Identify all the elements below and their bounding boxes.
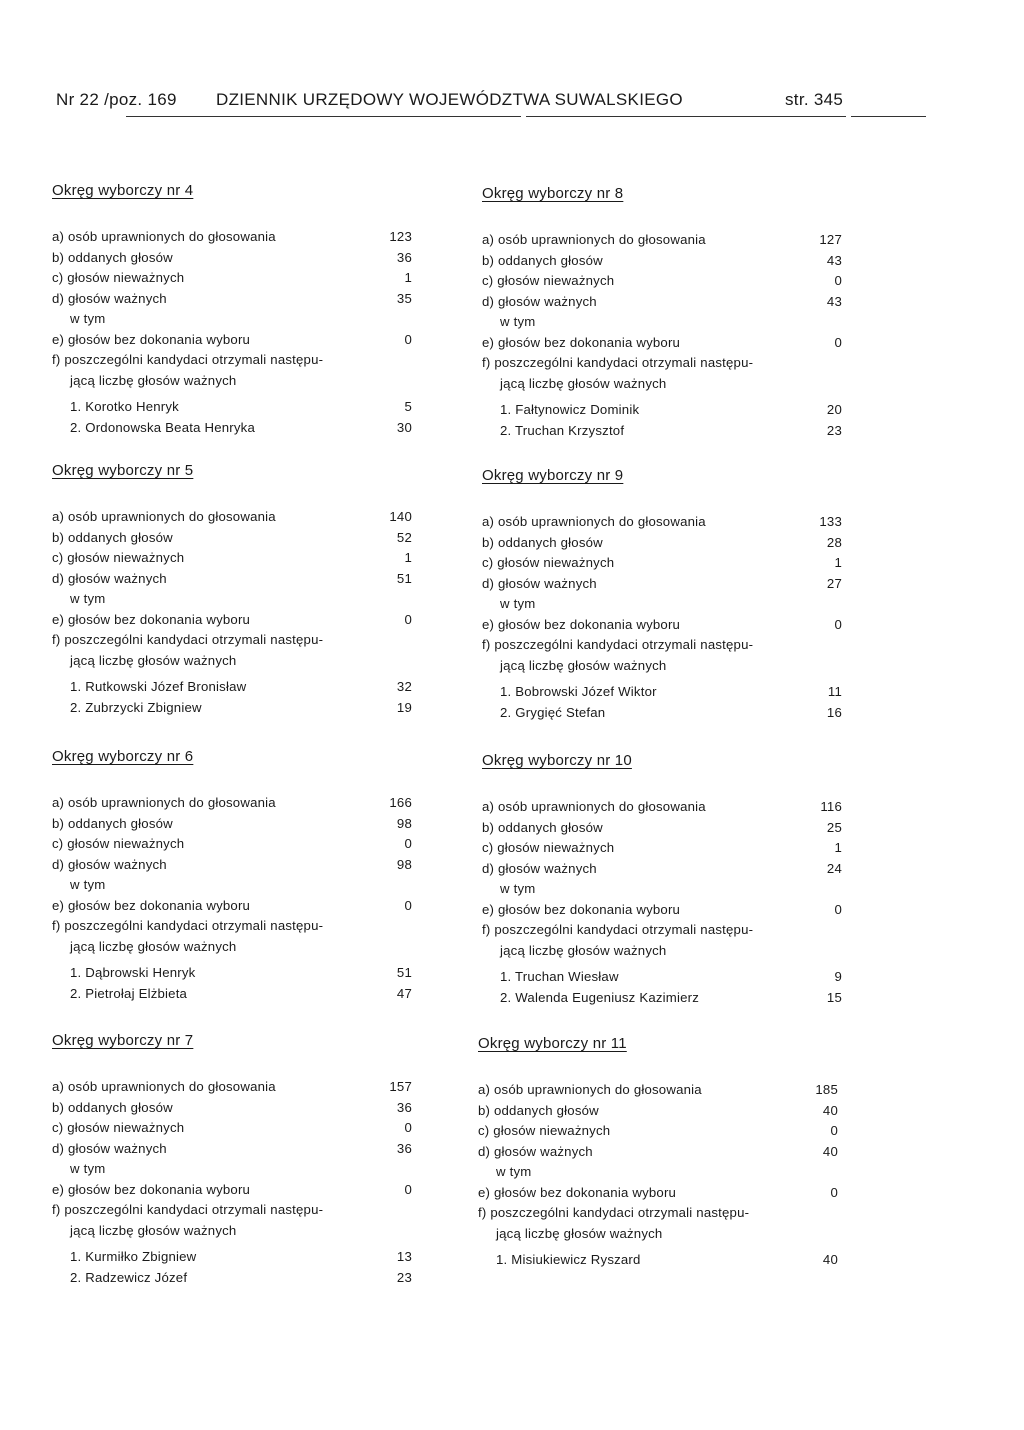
candidate-name: 2. Truchan Krzysztof (500, 422, 625, 438)
stat-label: w tym (496, 1164, 532, 1179)
stat-value: 0 (404, 1181, 412, 1197)
stat-value: 157 (389, 1079, 412, 1094)
stat-row (52, 507, 412, 528)
stat-row (482, 900, 842, 921)
stat-row (482, 374, 842, 395)
stat-row (52, 528, 412, 549)
stat-value: 43 (826, 252, 842, 268)
stat-label: c) głosów nieważnych (52, 836, 185, 851)
candidate-votes: 9 (834, 969, 842, 984)
district-7 (52, 1032, 412, 1288)
stat-label: e) głosów bez dokonania wyboru (482, 616, 681, 632)
candidate-name: 2. Zubrzycki Zbigniew (70, 699, 202, 715)
stat-row (52, 1077, 412, 1098)
stat-row (482, 271, 842, 292)
candidate-votes: 32 (396, 679, 412, 694)
stat-value: 28 (826, 534, 842, 550)
stat-label: e) głosów bez dokonania wyboru (478, 1184, 677, 1200)
stat-row (52, 875, 412, 896)
stat-row (52, 371, 412, 392)
candidate-row (52, 418, 412, 439)
candidate-row (52, 677, 412, 698)
stat-label: e) głosów bez dokonania wyboru (52, 331, 251, 347)
candidate-row (482, 400, 842, 421)
stat-label: w tym (500, 596, 536, 611)
stat-value: 0 (834, 616, 842, 632)
stat-value: 51 (396, 570, 412, 586)
candidate-votes: 51 (396, 965, 412, 980)
stat-value: 0 (404, 836, 412, 851)
stat-value: 0 (404, 1120, 412, 1135)
candidate-votes: 30 (396, 419, 412, 435)
stat-label: jącą liczbę głosów ważnych (500, 657, 667, 673)
stat-value: 1 (404, 270, 412, 285)
candidate-row (482, 682, 842, 703)
stat-value: 0 (404, 331, 412, 347)
stat-label: w tym (500, 881, 536, 896)
stat-label: f) poszczególni kandydaci otrzymali następu- (52, 352, 324, 367)
stat-row (482, 797, 842, 818)
stat-label: a) osób uprawnionych do głosowania (478, 1082, 702, 1097)
stat-label: e) głosów bez dokonania wyboru (52, 611, 251, 627)
stat-row (482, 533, 842, 554)
stat-row (482, 920, 842, 941)
stat-row (482, 292, 842, 313)
stat-label: e) głosów bez dokonania wyboru (482, 901, 681, 917)
candidate-row (482, 703, 842, 724)
stat-label: w tym (70, 311, 106, 326)
stat-value: 127 (819, 232, 842, 247)
stat-row (478, 1162, 838, 1183)
candidate-votes: 19 (396, 699, 412, 715)
district-title: Okręg wyborczy nr 8 (482, 185, 624, 202)
stat-row (52, 350, 412, 371)
candidate-row (52, 1268, 412, 1289)
issue-number: Nr 22 /poz. 169 (56, 90, 177, 109)
stat-label: e) głosów bez dokonania wyboru (52, 897, 251, 913)
stat-label: c) głosów nieważnych (482, 840, 615, 855)
candidate-votes: 16 (826, 704, 842, 720)
header-rule (126, 116, 521, 117)
candidate-row (52, 1247, 412, 1268)
stat-label: b) oddanych głosów (482, 252, 603, 268)
stat-label: a) osób uprawnionych do głosowania (482, 514, 706, 529)
stat-label: b) oddanych głosów (478, 1102, 599, 1118)
stat-value: 0 (404, 897, 412, 913)
stat-value: 1 (404, 550, 412, 565)
stat-value: 36 (396, 249, 412, 265)
stat-label: f) poszczególni kandydaci otrzymali następu- (482, 355, 754, 370)
candidate-name: 1. Korotko Henryk (70, 399, 179, 414)
stat-row (52, 1159, 412, 1180)
candidate-row (52, 963, 412, 984)
stat-value: 1 (834, 555, 842, 570)
stat-value: 40 (822, 1102, 838, 1118)
stat-label: jącą liczbę głosów ważnych (500, 375, 667, 391)
stat-value: 52 (396, 529, 412, 545)
stat-label: w tym (500, 314, 536, 329)
header-rule (526, 116, 846, 117)
page-header (56, 90, 956, 120)
candidate-votes: 23 (396, 1269, 412, 1285)
stat-row (478, 1101, 838, 1122)
candidate-votes: 11 (827, 684, 842, 699)
stat-label: d) głosów ważnych (482, 293, 597, 309)
stat-row (482, 941, 842, 962)
stat-label: f) poszczególni kandydaci otrzymali następu- (52, 632, 324, 647)
candidate-votes: 5 (404, 399, 412, 414)
candidate-votes: 13 (396, 1249, 412, 1264)
stat-value: 98 (396, 856, 412, 872)
stat-label: f) poszczególni kandydaci otrzymali następu- (52, 1202, 324, 1217)
stat-label: w tym (70, 591, 106, 606)
stat-row (482, 230, 842, 251)
stat-label: jącą liczbę głosów ważnych (70, 372, 237, 388)
stat-row (52, 793, 412, 814)
stat-label: jącą liczbę głosów ważnych (496, 1225, 663, 1241)
candidate-name: 1. Fałtynowicz Dominik (500, 402, 640, 417)
district-title: Okręg wyborczy nr 6 (52, 748, 194, 765)
candidate-votes: 47 (396, 985, 412, 1001)
stat-value: 43 (826, 293, 842, 309)
stat-row (482, 656, 842, 677)
stat-label: jącą liczbę głosów ważnych (500, 942, 667, 958)
stat-value: 0 (830, 1123, 838, 1138)
stat-value: 1 (834, 840, 842, 855)
candidate-name: 2. Grygięć Stefan (500, 704, 606, 720)
district-title: Okręg wyborczy nr 9 (482, 467, 624, 484)
stat-value: 123 (389, 229, 412, 244)
stat-value: 35 (396, 290, 412, 306)
stat-row (52, 1200, 412, 1221)
candidate-name: 1. Rutkowski Józef Bronisław (70, 679, 247, 694)
stat-row (482, 553, 842, 574)
candidate-row (482, 421, 842, 442)
stat-label: a) osób uprawnionych do głosowania (52, 1079, 276, 1094)
stat-value: 116 (820, 799, 842, 814)
stat-row (52, 937, 412, 958)
candidate-name: 1. Kurmiłko Zbigniew (70, 1249, 197, 1264)
stat-label: c) głosów nieważnych (52, 1120, 185, 1135)
stat-value: 24 (826, 860, 842, 876)
stat-row (52, 1098, 412, 1119)
stat-row (482, 818, 842, 839)
stat-row (52, 569, 412, 590)
stat-label: d) głosów ważnych (482, 575, 597, 591)
stat-row (482, 879, 842, 900)
stat-label: d) głosów ważnych (478, 1143, 593, 1159)
stat-row (52, 548, 412, 569)
stat-row (482, 333, 842, 354)
stat-value: 0 (830, 1184, 838, 1200)
stat-label: f) poszczególni kandydaci otrzymali następu- (482, 637, 754, 652)
stat-label: c) głosów nieważnych (478, 1123, 611, 1138)
stat-row (52, 289, 412, 310)
candidate-row (482, 988, 842, 1009)
stat-label: a) osób uprawnionych do głosowania (482, 799, 706, 814)
stat-row (482, 251, 842, 272)
stat-label: e) głosów bez dokonania wyboru (52, 1181, 251, 1197)
stat-row (482, 574, 842, 595)
stat-label: f) poszczególni kandydaci otrzymali następu- (482, 922, 754, 937)
stat-label: c) głosów nieważnych (52, 270, 185, 285)
candidate-name: 2. Radzewicz Józef (70, 1269, 188, 1285)
district-10 (482, 752, 842, 1008)
district-title: Okręg wyborczy nr 10 (482, 752, 632, 769)
candidate-name: 2. Ordonowska Beata Henryka (70, 419, 255, 435)
candidate-name: 1. Bobrowski Józef Wiktor (500, 684, 657, 699)
page-number: str. 345 (785, 90, 844, 109)
candidate-row (482, 967, 842, 988)
stat-row (478, 1121, 838, 1142)
candidate-row (52, 397, 412, 418)
stat-row (52, 855, 412, 876)
stat-row (482, 312, 842, 333)
candidate-name: 1. Misiukiewicz Ryszard (496, 1252, 641, 1267)
stat-label: b) oddanych głosów (52, 249, 173, 265)
candidate-name: 2. Pietrołaj Elżbieta (70, 985, 188, 1001)
header-rule (851, 116, 926, 117)
stat-label: c) głosów nieważnych (52, 550, 185, 565)
stat-row (478, 1224, 838, 1245)
district-title: Okręg wyborczy nr 11 (478, 1035, 627, 1052)
stat-row (482, 615, 842, 636)
stat-value: 27 (826, 575, 842, 591)
district-9 (482, 467, 842, 723)
stat-label: a) osób uprawnionych do głosowania (52, 229, 276, 244)
stat-row (52, 916, 412, 937)
stat-row (478, 1183, 838, 1204)
candidate-row (52, 984, 412, 1005)
stat-label: w tym (70, 1161, 106, 1176)
stat-value: 185 (815, 1082, 838, 1097)
stat-row (52, 268, 412, 289)
district-8 (482, 185, 842, 441)
district-title: Okręg wyborczy nr 7 (52, 1032, 194, 1049)
stat-row (482, 635, 842, 656)
stat-row (482, 594, 842, 615)
stat-row (52, 814, 412, 835)
stat-label: b) oddanych głosów (482, 819, 603, 835)
candidate-votes: 15 (826, 989, 842, 1005)
stat-row (482, 859, 842, 880)
stat-value: 98 (396, 815, 412, 831)
candidate-name: 1. Truchan Wiesław (500, 969, 619, 984)
district-4 (52, 182, 412, 438)
stat-value: 0 (834, 273, 842, 288)
district-title: Okręg wyborczy nr 5 (52, 462, 194, 479)
stat-row (482, 512, 842, 533)
stat-row (52, 589, 412, 610)
stat-row (52, 834, 412, 855)
stat-value: 36 (396, 1099, 412, 1115)
stat-value: 40 (822, 1143, 838, 1159)
stat-value: 166 (389, 795, 412, 810)
stat-row (52, 630, 412, 651)
candidate-votes: 23 (826, 422, 842, 438)
district-5 (52, 462, 412, 718)
stat-label: b) oddanych głosów (482, 534, 603, 550)
candidate-name: 1. Dąbrowski Henryk (70, 965, 196, 980)
stat-row (52, 1221, 412, 1242)
stat-label: b) oddanych głosów (52, 1099, 173, 1115)
candidate-name: 2. Walenda Eugeniusz Kazimierz (500, 989, 700, 1005)
stat-label: f) poszczególni kandydaci otrzymali następu- (52, 918, 324, 933)
stat-row (52, 651, 412, 672)
stat-value: 25 (826, 819, 842, 835)
candidate-row (478, 1250, 838, 1271)
stat-label: d) głosów ważnych (52, 1140, 167, 1156)
stat-label: a) osób uprawnionych do głosowania (52, 509, 276, 524)
stat-label: c) głosów nieważnych (482, 273, 615, 288)
stat-label: b) oddanych głosów (52, 529, 173, 545)
stat-value: 0 (404, 611, 412, 627)
stat-row (478, 1142, 838, 1163)
stat-label: d) głosów ważnych (482, 860, 597, 876)
stat-value: 133 (819, 514, 842, 529)
stat-label: w tym (70, 877, 106, 892)
stat-label: f) poszczególni kandydaci otrzymali następu- (478, 1205, 750, 1220)
stat-value: 140 (389, 509, 412, 524)
stat-value: 0 (834, 901, 842, 917)
stat-row (52, 227, 412, 248)
district-6 (52, 748, 412, 1004)
stat-row (52, 1180, 412, 1201)
stat-row (482, 838, 842, 859)
stat-row (52, 896, 412, 917)
candidate-votes: 20 (826, 402, 842, 417)
candidate-row (52, 698, 412, 719)
stat-label: jącą liczbę głosów ważnych (70, 1222, 237, 1238)
stat-label: d) głosów ważnych (52, 570, 167, 586)
stat-row (478, 1080, 838, 1101)
journal-title: DZIENNIK URZĘDOWY WOJEWÓDZTWA SUWALSKIEGO (216, 90, 683, 109)
stat-label: b) oddanych głosów (52, 815, 173, 831)
district-11 (478, 1035, 838, 1271)
stat-label: a) osób uprawnionych do głosowania (482, 232, 706, 247)
stat-row (482, 353, 842, 374)
stat-value: 0 (834, 334, 842, 350)
stat-row (478, 1203, 838, 1224)
stat-row (52, 1118, 412, 1139)
district-title: Okręg wyborczy nr 4 (52, 182, 194, 199)
stat-value: 36 (396, 1140, 412, 1156)
stat-label: jącą liczbę głosów ważnych (70, 652, 237, 668)
stat-label: d) głosów ważnych (52, 290, 167, 306)
stat-row (52, 248, 412, 269)
stat-row (52, 610, 412, 631)
stat-row (52, 309, 412, 330)
stat-row (52, 330, 412, 351)
stat-row (52, 1139, 412, 1160)
stat-label: jącą liczbę głosów ważnych (70, 938, 237, 954)
stat-label: d) głosów ważnych (52, 856, 167, 872)
candidate-votes: 40 (822, 1252, 838, 1267)
stat-label: c) głosów nieważnych (482, 555, 615, 570)
stat-label: e) głosów bez dokonania wyboru (482, 334, 681, 350)
stat-label: a) osób uprawnionych do głosowania (52, 795, 276, 810)
